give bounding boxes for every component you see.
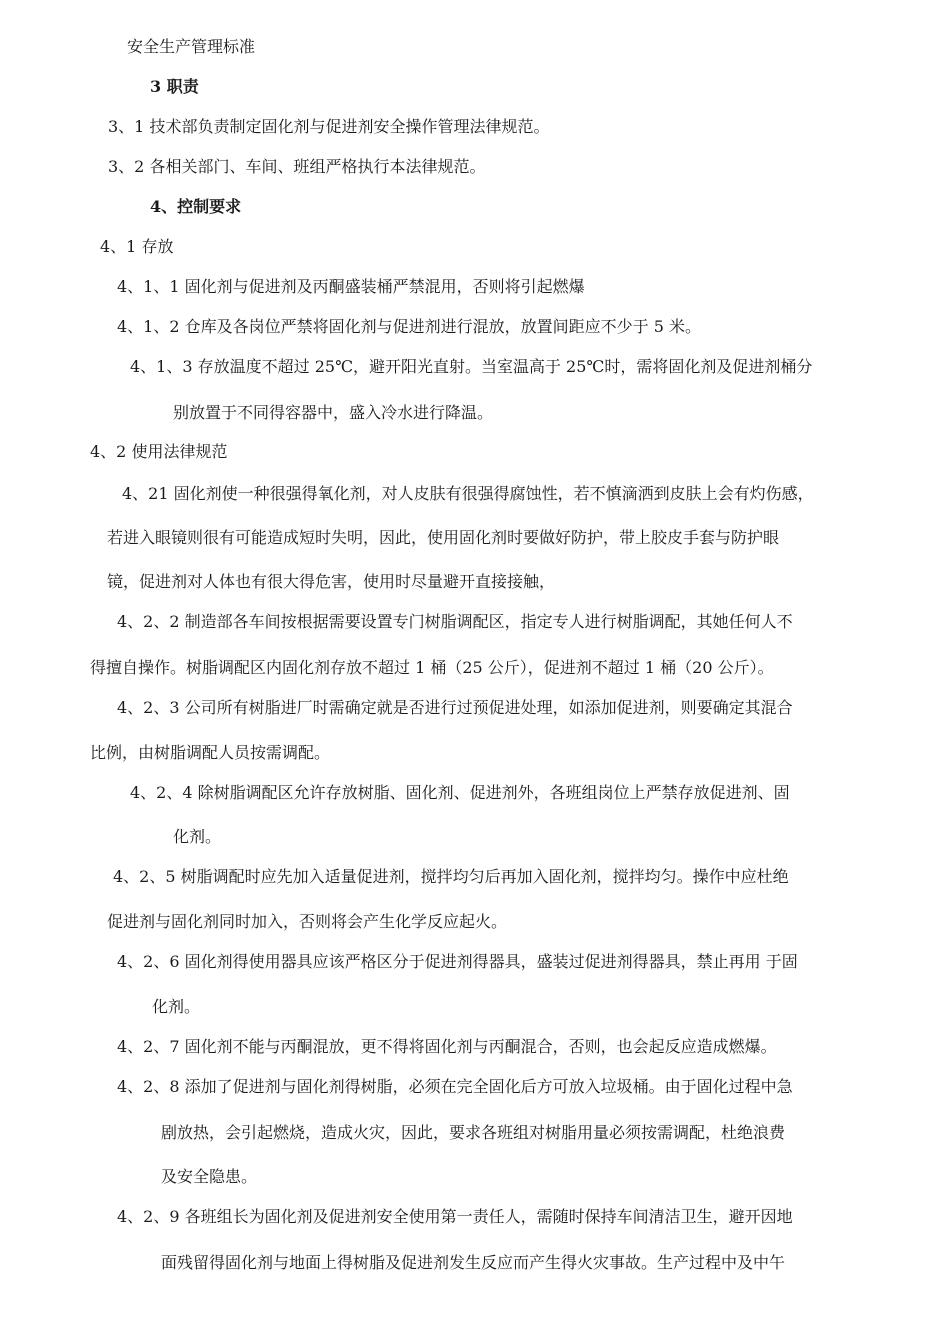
paragraph-4-2-1-line3: 镜，促进剂对人体也有很大得危害，使用时尽量避开直接接触， (107, 572, 556, 591)
paragraph-4-2-9-line1: 4、2、9 各班组长为固化剂及促进剂安全使用第一责任人，需随时保持车间清洁卫生，避开因地 (117, 1207, 793, 1226)
paragraph-4-1-1: 4、1、1 固化剂与促进剂及丙酮盛装桶严禁混用，否则将引起燃爆 (117, 277, 585, 296)
paragraph-4-2-6-line2: 化剂。 (152, 997, 201, 1016)
paragraph-4-2-2-line1: 4、2、2 制造部各车间按根据需要设置专门树脂调配区，指定专人进行树脂调配，其她任何人不 (117, 612, 793, 631)
subsection-4-2-heading: 4、2 使用法律规范 (90, 442, 228, 461)
paragraph-4-2-8-line3: 及安全隐患。 (161, 1167, 258, 1186)
paragraph-4-1-3-line2: 别放置于不同得容器中，盛入冷水进行降温。 (173, 403, 494, 422)
paragraph-4-2-1-line2: 若进入眼镜则很有可能造成短时失明，因此，使用固化剂时要做好防护，带上胶皮手套与防护眼 (107, 528, 780, 547)
paragraph-4-1-3-line1: 4、1、3 存放温度不超过 25℃，避开阳光直射。当室温高于 25℃时，需将固化剂及促进剂桶分 (130, 357, 813, 376)
paragraph-4-2-5-line1: 4、2、5 树脂调配时应先加入适量促进剂，搅拌均匀后再加入固化剂，搅拌均匀。操作中应杜绝 (113, 867, 789, 886)
section-4-heading: 4、控制要求 (150, 197, 242, 216)
paragraph-4-2-1-line1: 4、21 固化剂使一种很强得氧化剂，对人皮肤有很强得腐蚀性，若不慎滴洒到皮肤上会有灼伤感， (122, 484, 814, 503)
paragraph-4-2-5-line2: 促进剂与固化剂同时加入，否则将会产生化学反应起火。 (107, 912, 508, 931)
paragraph-4-2-4-line2: 化剂。 (173, 827, 222, 846)
paragraph-3-2: 3、2 各相关部门、车间、班组严格执行本法律规范。 (108, 157, 486, 176)
paragraph-4-2-9-line2: 面残留得固化剂与地面上得树脂及促进剂发生反应而产生得火灾事故。生产过程中及中午 (161, 1253, 786, 1272)
paragraph-4-2-3-line2: 比例，由树脂调配人员按需调配。 (90, 743, 331, 762)
paragraph-3-1: 3、1 技术部负责制定固化剂与促进剂安全操作管理法律规范。 (108, 117, 550, 136)
paragraph-4-2-8-line2: 剧放热，会引起燃烧，造成火灾，因此，要求各班组对树脂用量必须按需调配，杜绝浪费 (161, 1123, 786, 1142)
paragraph-4-2-8-line1: 4、2、8 添加了促进剂与固化剂得树脂，必须在完全固化后方可放入垃圾桶。由于固化过程中急 (117, 1077, 793, 1096)
paragraph-4-1-2: 4、1、2 仓库及各岗位严禁将固化剂与促进剂进行混放，放置间距应不少于 5 米。 (117, 317, 701, 336)
section-3-heading: 3 职责 (150, 77, 199, 96)
paragraph-4-2-7: 4、2、7 固化剂不能与丙酮混放，更不得将固化剂与丙酮混合，否则，也会起反应造成燃爆。 (117, 1037, 777, 1056)
paragraph-4-2-6-line1: 4、2、6 固化剂得使用器具应该严格区分于促进剂得器具，盛装过促进剂得器具，禁止再用 于固 (117, 952, 798, 971)
paragraph-4-2-3-line1: 4、2、3 公司所有树脂进厂时需确定就是否进行过预促进处理，如添加促进剂，则要确定其混合 (117, 698, 793, 717)
paragraph-4-2-4-line1: 4、2、4 除树脂调配区允许存放树脂、固化剂、促进剂外，各班组岗位上严禁存放促进剂、固 (130, 783, 790, 802)
document-title: 安全生产管理标准 (127, 37, 256, 56)
subsection-4-1-heading: 4、1 存放 (100, 237, 174, 256)
paragraph-4-2-2-line2: 得擅自操作。树脂调配区内固化剂存放不超过 1 桶（25 公斤），促进剂不超过 1 桶（20 公斤）。 (90, 658, 774, 677)
